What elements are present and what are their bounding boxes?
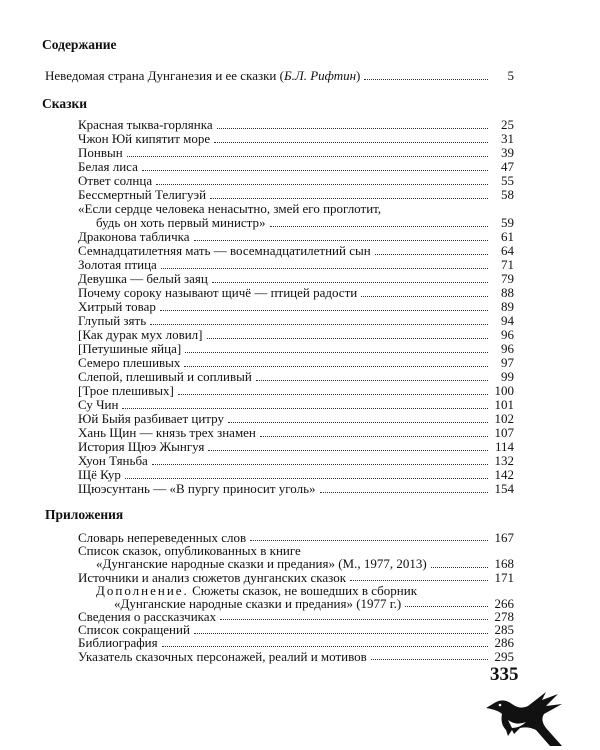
- entry-title-continued: «Дунганские народные сказки и предания» (1977 г.): [114, 595, 402, 611]
- entry-title: Слепой, плешивый и сопливый: [78, 369, 252, 384]
- entry-page: 167: [494, 529, 514, 545]
- entry-page: 88: [501, 285, 514, 300]
- dot-leader: [207, 338, 489, 339]
- toc-entry: [78, 342, 514, 356]
- entry-close: ): [356, 68, 361, 83]
- dot-leader: [220, 619, 488, 620]
- entry-title: История Щюэ Жынгуя: [78, 439, 205, 454]
- toc-entry: [78, 258, 514, 272]
- toc-entry: [78, 286, 514, 300]
- dot-leader: [156, 184, 488, 185]
- toc-entry: [78, 356, 514, 370]
- entry-author: Б.Л. Рифтин: [283, 68, 357, 83]
- entry-title: Источники и анализ сюжетов дунганских сказок: [78, 569, 347, 585]
- toc-entry: [78, 188, 514, 202]
- dot-leader: [361, 296, 488, 297]
- toc-entry: [78, 544, 514, 570]
- dot-leader: [194, 240, 488, 241]
- dot-leader: [160, 310, 488, 311]
- toc-entry: [78, 398, 514, 412]
- dot-leader: [228, 422, 488, 423]
- toc-entry: [78, 650, 514, 663]
- entry-page: 58: [501, 187, 514, 202]
- dot-leader: [320, 492, 488, 493]
- dot-leader: [127, 156, 488, 157]
- dot-leader: [122, 408, 488, 409]
- toc-entry: [78, 482, 514, 496]
- toc-entry: [78, 468, 514, 482]
- dot-leader: [371, 659, 488, 660]
- entry-page: 266: [494, 595, 514, 611]
- dot-leader: [364, 79, 488, 80]
- entry-title-continued: «Дунганские народные сказки и предания» (М., 1977, 2013): [96, 556, 427, 572]
- entry-page: 47: [501, 159, 514, 174]
- dot-leader: [256, 380, 488, 381]
- toc-entry: [78, 412, 514, 426]
- entry-page: 25: [501, 117, 514, 132]
- entry-page: 61: [501, 229, 514, 244]
- page-title: Содержание: [42, 37, 117, 52]
- entry-title: Хуон Тяньба: [78, 453, 148, 468]
- entry-title: [Трое плешивых]: [78, 383, 174, 398]
- entry-page: 5: [507, 68, 514, 83]
- entry-page: 94: [501, 313, 514, 328]
- entry-page: 89: [501, 299, 514, 314]
- entry-title: Золотая птица: [78, 257, 157, 272]
- entry-page: 286: [494, 635, 514, 651]
- entry-page: 99: [501, 369, 514, 384]
- entry-title: Словарь непереведенных слов: [78, 529, 247, 545]
- entry-title: Драконова табличка: [78, 229, 190, 244]
- dot-leader: [212, 282, 488, 283]
- entry-page: 97: [501, 355, 514, 370]
- entry-title: Белая лиса: [78, 159, 138, 174]
- entry-page: 39: [501, 145, 514, 160]
- magpie-bird-icon: [484, 690, 564, 748]
- toc-entry: [78, 314, 514, 328]
- dot-leader: [185, 352, 488, 353]
- toc-entry: [78, 370, 514, 384]
- dot-leader: [405, 606, 488, 607]
- toc-entry: [78, 272, 514, 286]
- entry-page: 100: [494, 383, 514, 398]
- entry-page: 285: [494, 622, 514, 638]
- dot-leader: [162, 646, 488, 647]
- toc-entry: [78, 174, 514, 188]
- entry-page: 295: [494, 648, 514, 664]
- toc-entry: [78, 300, 514, 314]
- dot-leader: [260, 436, 488, 437]
- dot-leader: [178, 394, 488, 395]
- dot-leader: [214, 142, 488, 143]
- entry-page: 96: [501, 341, 514, 356]
- entry-title: Список сказок, опубликованных в книге: [78, 543, 301, 559]
- entry-page: 154: [494, 481, 514, 496]
- entry-page: 96: [501, 327, 514, 342]
- section-heading-appendix: Приложения: [45, 507, 124, 522]
- toc-entry: [78, 202, 514, 230]
- entry-page: 142: [494, 467, 514, 482]
- toc-entry: [78, 160, 514, 174]
- dot-leader: [125, 478, 488, 479]
- entry-title: Указатель сказочных персонажей, реалий и мотивов: [78, 648, 367, 664]
- entry-page: 132: [494, 453, 514, 468]
- toc-entry: [78, 118, 514, 132]
- dot-leader: [184, 366, 488, 367]
- entry-page: 79: [501, 271, 514, 286]
- entry-title: Глупый зять: [78, 313, 147, 328]
- toc-entry: [78, 384, 514, 398]
- entry-title: Сюжеты сказок, не вошедших в сборник: [188, 582, 418, 598]
- entry-page: 101: [494, 397, 514, 412]
- dot-leader: [217, 128, 488, 129]
- dot-leader: [350, 580, 488, 581]
- intro-entry: [45, 69, 514, 83]
- dot-leader: [208, 450, 488, 451]
- toc-entry: [78, 637, 514, 650]
- entry-title: Щё Кур: [78, 467, 121, 482]
- entry-title: Библиография: [78, 635, 158, 651]
- entry-title: Юй Быйя разбивает цитру: [78, 411, 224, 426]
- entry-title: «Если сердце человека ненасытно, змей его проглотит,: [78, 201, 382, 216]
- entry-title: Семнадцатилетняя мать — восемнадцатилетний сын: [78, 243, 371, 258]
- dot-leader: [194, 633, 488, 634]
- dot-leader: [161, 268, 488, 269]
- tales-list: [78, 118, 514, 496]
- toc-entry: [78, 454, 514, 468]
- entry-title: Бессмертный Телигуэй: [78, 187, 207, 202]
- entry-title: [Как дурак мух ловил]: [78, 327, 203, 342]
- dot-leader: [142, 170, 488, 171]
- entry-title: [Петушиные яйца]: [78, 341, 182, 356]
- entry-page: 31: [501, 131, 514, 146]
- toc-entry: [78, 328, 514, 342]
- toc-entry: [78, 230, 514, 244]
- entry-title: Хань Щин — князь трех знамен: [78, 425, 256, 440]
- entry-title: Почему сороку называют щичё — птицей радости: [78, 285, 358, 300]
- entry-title: Су Чин: [78, 397, 119, 412]
- toc-entry: [78, 584, 514, 610]
- entry-label: Дополнение.: [96, 582, 189, 598]
- entry-title: Красная тыква-горлянка: [78, 117, 213, 132]
- entry-title: Семеро плешивых: [78, 355, 181, 370]
- section-heading-tales: Сказки: [42, 96, 88, 111]
- page-number: 335: [490, 664, 519, 685]
- entry-title: Щюэсунтань — «В пургу приносит уголь»: [78, 481, 316, 496]
- entry-page: 107: [494, 425, 514, 440]
- entry-title: Чжон Юй кипятит море: [78, 131, 211, 146]
- entry-title: Девушка — белый заяц: [78, 271, 208, 286]
- entry-title: Сведения о рассказчиках: [78, 609, 217, 625]
- entry-page: 102: [494, 411, 514, 426]
- entry-page: 114: [494, 439, 514, 454]
- entry-page: 278: [494, 609, 514, 625]
- toc-entry: [78, 244, 514, 258]
- toc-entry: [78, 440, 514, 454]
- entry-title: Список сокращений: [78, 622, 190, 638]
- dot-leader: [250, 540, 488, 541]
- dot-leader: [210, 198, 488, 199]
- entry-title: Ответ солнца: [78, 173, 153, 188]
- appendix-list: [78, 531, 514, 663]
- entry-page: 171: [494, 569, 514, 585]
- dot-leader: [152, 464, 488, 465]
- entry-title: Неведомая страна Дунганезия и ее сказки (: [45, 68, 284, 83]
- toc-entry: [78, 146, 514, 160]
- entry-page: 59: [501, 215, 514, 230]
- entry-page: 55: [501, 173, 514, 188]
- dot-leader: [431, 567, 488, 568]
- entry-title: Понвын: [78, 145, 123, 160]
- toc-entry: [78, 132, 514, 146]
- toc-entry: [78, 426, 514, 440]
- dot-leader: [270, 226, 488, 227]
- entry-title-continued: будь он хоть первый министр»: [96, 215, 266, 230]
- entry-page: 168: [494, 556, 514, 572]
- entry-page: 64: [501, 243, 514, 258]
- dot-leader: [150, 324, 488, 325]
- entry-title: Хитрый товар: [78, 299, 156, 314]
- dot-leader: [375, 254, 488, 255]
- entry-page: 71: [501, 257, 514, 272]
